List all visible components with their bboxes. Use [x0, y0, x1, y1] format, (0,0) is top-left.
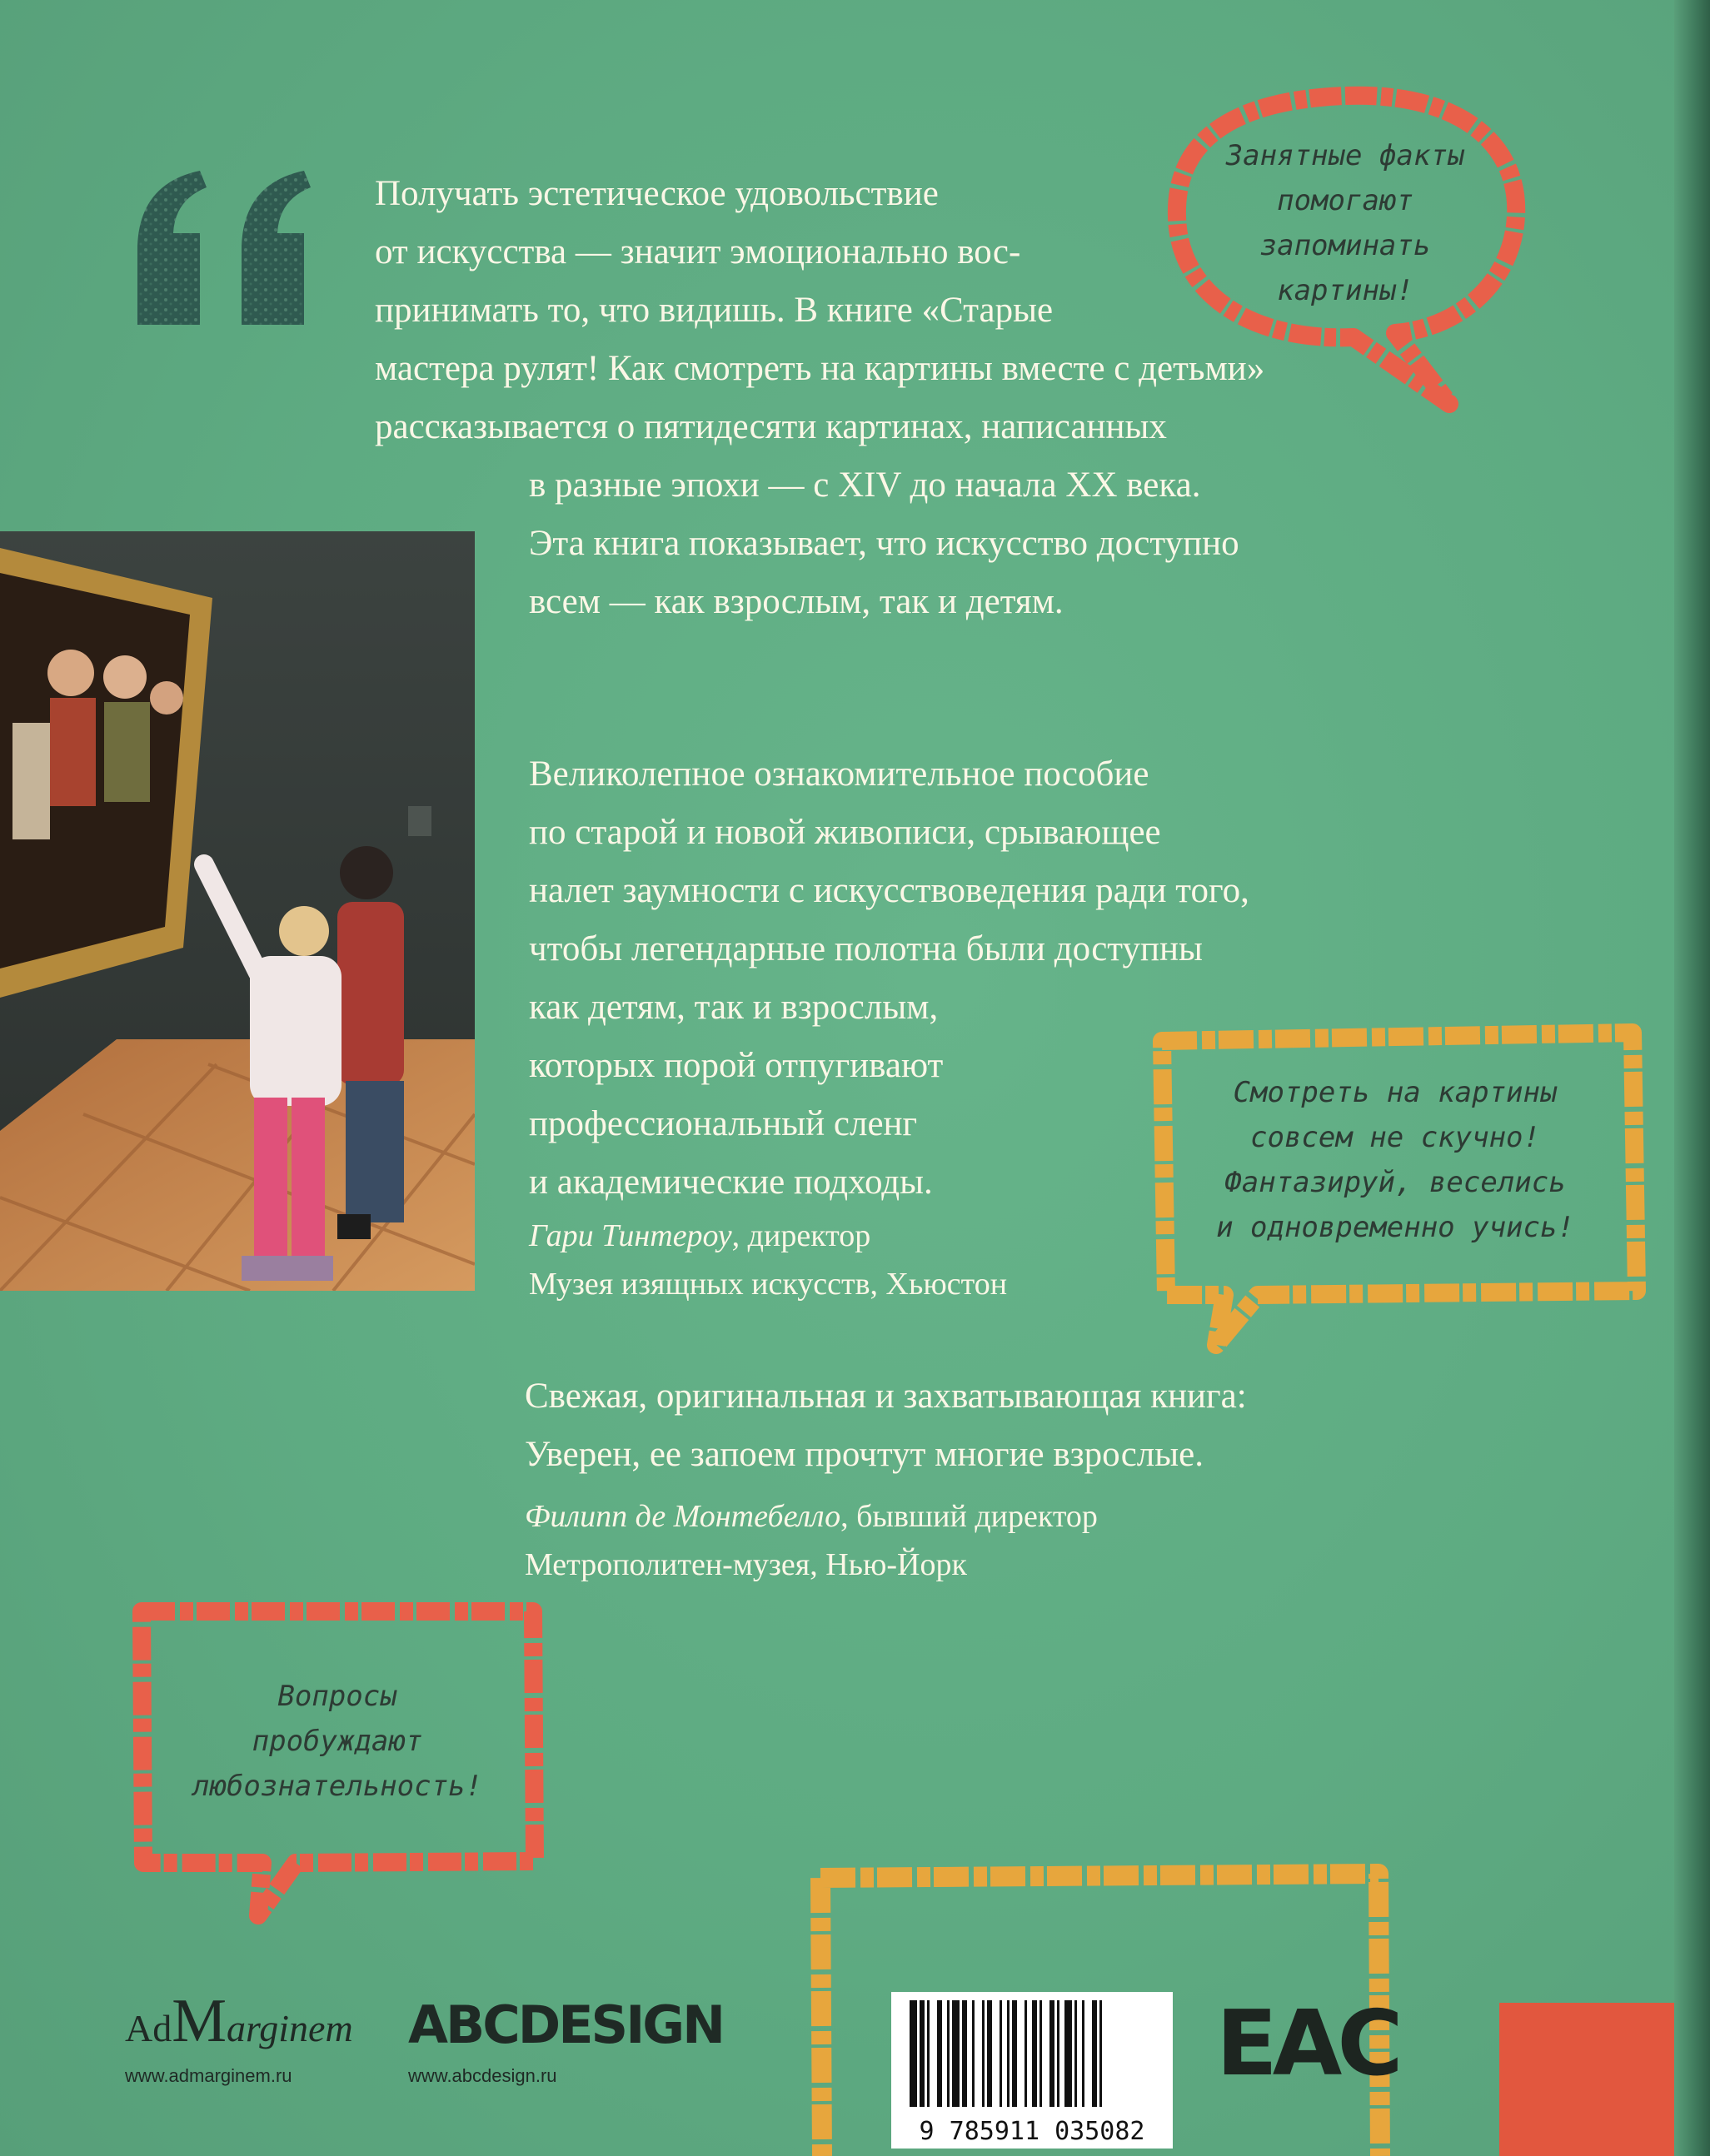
intro-paragraph: [375, 165, 1264, 456]
review-line: Уверен, ее запоем прочтут многие взрослые.: [525, 1435, 1204, 1474]
logo-part: Ad: [125, 2007, 172, 2049]
logo-part: arginem: [227, 2007, 353, 2049]
barcode-bar: [937, 2000, 942, 2107]
review-2-attribution: [525, 1492, 1098, 1589]
bubble-line: любознательность!: [192, 1770, 482, 1803]
barcode-bar: [1000, 2000, 1002, 2107]
abcdesign-logo: ABCDESIGN: [408, 1994, 724, 2055]
review-author: Филипп де Монтебелло: [525, 1499, 841, 1534]
barcode-bar: [972, 2000, 975, 2107]
intro-paragraph-cont: [529, 456, 1239, 631]
bubble-line: запоминать: [1259, 229, 1431, 262]
review-line: профессиональный сленг: [529, 1104, 918, 1143]
barcode-bar: [1012, 2000, 1017, 2107]
review-line: Великолепное ознакомительное пособие: [529, 754, 1149, 794]
intro-line: всем — как взрослым, так и детям.: [529, 582, 1064, 621]
review-author-role: , директор: [731, 1218, 871, 1253]
barcode-bar: [920, 2000, 925, 2107]
barcode-bar: [1057, 2000, 1059, 2107]
review-author: Гари Тинтероу: [529, 1218, 732, 1253]
review-line: чтобы легендарные полотна были доступны: [529, 929, 1203, 968]
bubble-facts-text: [1199, 133, 1491, 313]
bubble-line: картины!: [1277, 274, 1413, 307]
cover-edge: [1674, 0, 1710, 2156]
review-affiliation: Музея изящных искусств, Хьюстон: [529, 1267, 1008, 1302]
review-line: Свежая, оригинальная и захватывающая книга:: [525, 1377, 1247, 1416]
bubble-line: пробуждают: [252, 1725, 423, 1758]
review-author-line: [529, 1212, 1007, 1260]
bubble-line: Занятные факты: [1225, 139, 1465, 172]
barcode-bar: [1099, 2000, 1102, 2107]
intro-line: от искусства — значит эмоционально вос-: [375, 232, 1021, 271]
intro-line: мастера рулят! Как смотреть на картины вместе с детьми»: [375, 349, 1265, 388]
logo-part: M: [172, 1987, 227, 2055]
review-line: как детям, так и взрослым,: [529, 988, 939, 1027]
review-affiliation: Метрополитен-музея, Нью-Йорк: [525, 1547, 967, 1582]
ad-marginem-url[interactable]: www.admarginem.ru: [125, 2065, 292, 2086]
museum-photo: [0, 531, 475, 1291]
red-corner-block: [1499, 2003, 1674, 2156]
barcode-bar: [910, 2000, 917, 2107]
bubble-questions-text: [146, 1674, 529, 1809]
review-2-text: [525, 1367, 1247, 1484]
isbn-number: 9 785911 035082: [891, 2115, 1173, 2149]
intro-line: рассказывается о пятидесяти картинах, написанных: [375, 407, 1167, 446]
review-1-attribution: [529, 1212, 1007, 1308]
bubble-line: Фантазируй, веселись: [1224, 1166, 1566, 1199]
ad-marginem-logo: [125, 1986, 353, 2057]
review-line: налет заумности с искусствоведения ради того,: [529, 871, 1249, 910]
abcdesign-url[interactable]: www.abcdesign.ru: [408, 2065, 557, 2086]
barcode-bar: [1007, 2000, 1010, 2107]
barcode-bar: [987, 2000, 992, 2107]
barcode-bar: [1074, 2000, 1077, 2107]
review-author-role: , бывший директор: [840, 1499, 1098, 1534]
intro-line: Эта книга показывает, что искусство доступно: [529, 524, 1239, 563]
review-line: которых порой отпугивают: [529, 1046, 944, 1085]
intro-line: Получать эстетическое удовольствие: [375, 174, 939, 213]
barcode-bar: [947, 2000, 950, 2107]
bubble-fun-text: [1166, 1070, 1624, 1250]
barcode-bar: [1092, 2000, 1097, 2107]
barcode-bar: [982, 2000, 985, 2107]
bubble-line: Смотреть на картины: [1233, 1076, 1558, 1109]
intro-line: принимать то, что видишь. В книге «Старые: [375, 291, 1054, 330]
review-line: и академические подходы.: [529, 1163, 933, 1202]
bubble-line: помогают: [1277, 184, 1413, 217]
barcode-bar: [1039, 2000, 1042, 2107]
intro-line: в разные эпохи — с XIV до начала XX века.: [529, 466, 1201, 505]
barcode-bar: [962, 2000, 967, 2107]
eac-certification-mark: EAC: [1216, 1992, 1398, 2096]
barcode: [891, 1992, 1173, 2115]
review-line: по старой и новой живописи, срывающее: [529, 813, 1161, 852]
barcode-bar: [1082, 2000, 1084, 2107]
barcode-bar: [1049, 2000, 1054, 2107]
barcode-bar: [952, 2000, 960, 2107]
barcode-bar: [927, 2000, 930, 2107]
bubble-line: Вопросы: [277, 1680, 397, 1713]
bubble-line: и одновременно учись!: [1216, 1211, 1574, 1244]
bubble-line: совсем не скучно!: [1250, 1121, 1540, 1154]
barcode-bar: [1025, 2000, 1027, 2107]
review-author-line: [525, 1492, 1098, 1541]
barcode-bar: [1064, 2000, 1072, 2107]
barcode-bar: [1032, 2000, 1037, 2107]
quote-mark-icon: [133, 167, 325, 333]
